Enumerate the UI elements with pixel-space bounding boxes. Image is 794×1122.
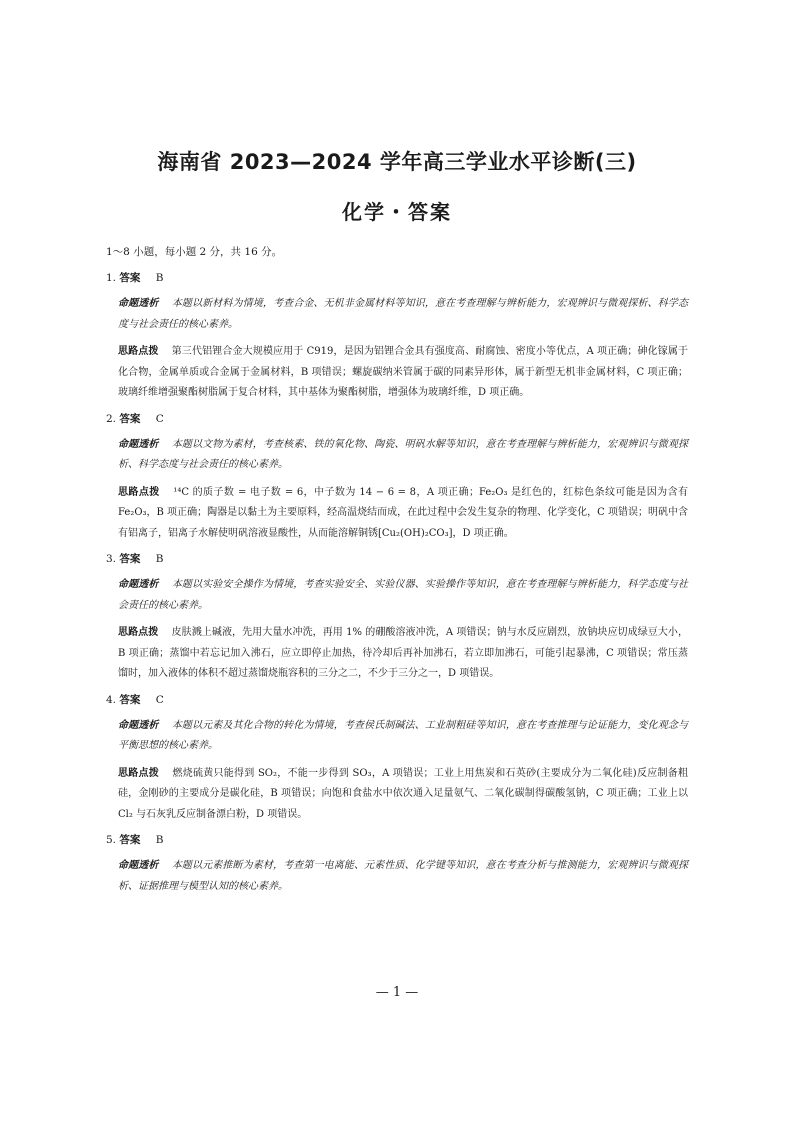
hint-paragraph — [106, 342, 688, 404]
section-intro: 1～8 小题，每小题 2 分，共 16 分。 — [106, 246, 283, 258]
analysis-label: 命题透析 — [118, 298, 159, 309]
page-subtitle: 化学・答案 — [342, 200, 452, 224]
page-number: — 1 — — [375, 985, 419, 1000]
hint-label: 思路点拨 — [118, 627, 159, 638]
answer-label: 答案 — [119, 834, 141, 846]
question-2 — [106, 411, 688, 545]
hint-text: ¹⁴C 的质子数 = 电子数 = 6，中子数为 14 − 6 = 8，A 项正确；Fe₂O₃ 是红色的，红棕色条纹可能是因为含有 Fe₂O₃，B 项正确；陶器是以黏土为主要原料，经高温烧结而成，在此过程中会发生复杂的物理、化学变化，C 项错误；明矾中含有铝离子，铝离子水解使明矾溶液显酸性，从而能溶解铜锈[Cu₂(OH)₂CO₃]，D 项正确。 — [118, 486, 689, 539]
question-number: 4. — [106, 693, 117, 706]
hint-label: 思路点拨 — [118, 767, 160, 779]
analysis-label: 命题透析 — [118, 860, 159, 871]
question-5 — [106, 832, 688, 897]
answer-label: 答案 — [119, 553, 141, 565]
answer-value: C — [155, 412, 164, 425]
hint-paragraph — [106, 483, 688, 545]
answer-content — [106, 244, 688, 904]
question-number: 5. — [106, 834, 117, 846]
analysis-paragraph — [106, 856, 688, 897]
hint-text: 第三代铝锂合金大规模应用于 C919，是因为铝锂合金具有强度高、耐腐蚀、密度小等优点，A 项正确；砷化镓属于化合物，金属单质或合金属于金属材料，B 项错误；螺旋碳纳米管属于碳的同素异形体，属于新型无机非金属材料，C 项正确；玻璃纤维增强聚酯树脂属于复合材料，其中基体为聚酯树脂，增强体为玻璃纤维，D 项正确。 — [118, 346, 688, 398]
question-header — [106, 551, 688, 567]
question-header — [106, 692, 688, 708]
question-number: 3. — [106, 553, 117, 565]
answer-label: 答案 — [119, 412, 141, 425]
answer-value: C — [155, 693, 164, 706]
analysis-paragraph — [106, 294, 688, 335]
analysis-text: 本题以新材料为情境，考查合金、无机非金属材料等知识，意在考查理解与辨析能力，宏观辨识与微观探析、科学态度与社会责任的核心素养。 — [118, 298, 689, 330]
analysis-text: 本题以元素及其化合物的转化为情境，考查侯氏制碱法、工业制粗硅等知识，意在考查推理与论证能力，变化观念与平衡思想的核心素养。 — [118, 719, 689, 751]
answer-label: 答案 — [119, 693, 141, 706]
analysis-text: 本题以元素推断为素材，考查第一电离能、元素性质、化学键等知识，意在考查分析与推测能力，宏观辨识与微观探析、证据推理与模型认知的核心素养。 — [118, 860, 689, 892]
question-number: 2. — [106, 412, 117, 425]
hint-label: 思路点拨 — [118, 346, 159, 357]
analysis-label: 命题透析 — [118, 438, 159, 450]
answer-label: 答案 — [119, 272, 141, 284]
analysis-paragraph — [106, 575, 688, 616]
hint-label: 思路点拨 — [118, 486, 160, 498]
question-header — [106, 411, 688, 427]
hint-text: 皮肤溅上碱液，先用大量水冲洗，再用 1% 的硼酸溶液冲洗，A 项错误；钠与水反应剧烈，放钠块应切成绿豆大小，B 项正确；蒸馏中若忘记加入沸石，应立即停止加热，待冷却后再补加沸石，若立即加沸石，可能引起暴沸，C 项错误；常压蒸馏时，加入液体的体积不超过蒸馏烧瓶容积的三分之二，不少于三分之一，D 项错误。 — [118, 627, 689, 679]
question-4 — [106, 692, 688, 826]
analysis-label: 命题透析 — [118, 719, 159, 731]
analysis-text: 本题以文物为素材，考查核素、铁的氧化物、陶瓷、明矾水解等知识，意在考查理解与辨析能力，宏观辨识与微观探析、科学态度与社会责任的核心素养。 — [118, 438, 689, 470]
analysis-paragraph — [106, 716, 688, 757]
analysis-text: 本题以实验安全操作为情境，考查实验安全、实验仪器、实验操作等知识，意在考查理解与辨析能力，科学态度与社会责任的核心素养。 — [118, 579, 689, 611]
answer-value: B — [155, 834, 164, 846]
answer-value: B — [155, 553, 164, 565]
analysis-label: 命题透析 — [118, 579, 159, 590]
answer-value: B — [155, 272, 164, 284]
page-title: 海南省 2023—2024 学年高三学业水平诊断(三) — [157, 150, 637, 174]
hint-text: 燃烧硫黄只能得到 SO₂，不能一步得到 SO₃，A 项错误；工业上用焦炭和石英砂(主要成分为二氧化硅)反应制备粗硅，金刚砂的主要成分是碳化硅，B 项错误；向饱和食盐水中依次通入足量氨气、二氧化碳制得碳酸氢钠，C 项正确；工业上以 Cl₂ 与石灰乳反应制备漂白粉，D 项错误。 — [118, 767, 688, 820]
hint-paragraph — [106, 764, 688, 826]
question-1 — [106, 270, 688, 404]
hint-paragraph — [106, 623, 688, 685]
question-header — [106, 270, 688, 286]
question-header — [106, 832, 688, 848]
analysis-paragraph — [106, 435, 688, 476]
question-3 — [106, 551, 688, 685]
question-number: 1. — [106, 272, 117, 284]
